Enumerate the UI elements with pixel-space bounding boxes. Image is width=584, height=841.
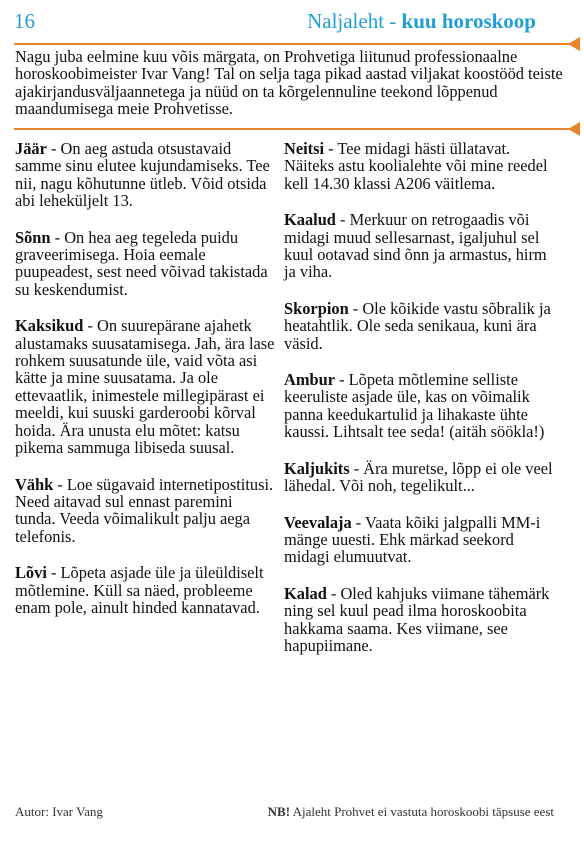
right-column	[284, 140, 554, 673]
sign-name: Lõvi	[15, 563, 47, 583]
sign-entry	[15, 229, 277, 299]
sign-text: - Ole kõikide vastu sõbralik ja heatahtlik. Ole seda senikaua, kuni ära väsid.	[284, 298, 551, 353]
sign-name: Neitsi	[284, 139, 325, 158]
masthead	[307, 9, 536, 34]
disclaimer-text: Ajaleht Prohvet ei vastuta horoskoobi täpsuse eest	[290, 804, 554, 819]
sign-text: - Tee midagi hästi üllatavat. Näiteks astu koolialehte või mine reedel kell 14.30 klassi A206 väitlema.	[284, 139, 548, 193]
sign-name: Kaljukits	[284, 458, 350, 478]
page-number: 16	[14, 9, 35, 33]
sign-text: - Merkuur on retrogaadis või midagi muud sellesarnast, igaljuhul sel kuul ootavad sind õnn ja armastus, hirm ja viha.	[284, 210, 547, 282]
sign-entry	[284, 211, 554, 281]
sign-entry	[284, 514, 554, 566]
sign-text: - Lõpeta mõtlemine selliste keeruliste asjade üle, kas on võimalik panna keedukartulid ja lihakaste ühte kaussi. Lihtsalt tee seda! (aitäh söökla!)	[284, 370, 545, 442]
sign-text: - On aeg astuda otsustavaid samme sinu elutee kujundamiseks. Tee nii, nagu kõhutunne ütleb. Võid otsida abi leheküljelt 13.	[15, 139, 270, 211]
sign-name: Kaalud	[284, 210, 336, 230]
sign-entry	[284, 300, 554, 352]
intro-paragraph: Nagu juba eelmine kuu võis märgata, on Prohvetiga liitunud professionaalne horoskoobimeister Ivar Vang! Tal on selja taga pikad aastad viljakat koostööd teiste ajakirjandusväljaannetega ja nüüd on ta kõrgelennuline teekond lõppenud maandumisega meie Prohvetisse.	[15, 47, 563, 119]
middle-divider	[14, 128, 570, 130]
sign-name: Skorpion	[284, 298, 349, 318]
sign-name: Ambur	[284, 370, 335, 390]
sign-entry	[284, 585, 554, 655]
sign-entry	[284, 140, 554, 192]
sign-name: Veevalaja	[284, 512, 352, 532]
sign-text: - Vaata kõiki jalgpalli MM-i mänge uuesti. Ehk märkad seekord midagi elumuutvat.	[284, 512, 541, 567]
sign-name: Jäär	[15, 139, 47, 158]
left-column	[15, 140, 277, 635]
sign-entry	[15, 140, 277, 210]
footer-author: Autor: Ivar Vang	[15, 804, 103, 819]
sign-text: - On hea aeg tegeleda puidu graveerimisega. Hoia eemale puupeadest, sest need võivad takistada su keskendumist.	[15, 227, 268, 299]
top-divider	[14, 43, 570, 45]
masthead-highlight: kuu horoskoop	[401, 9, 536, 33]
sign-entry	[15, 564, 277, 616]
sign-text: - Lõpeta asjade üle ja üleüldiselt mõtlemine. Küll sa näed, probleeme enam pole, ainult hinded kannatavad.	[15, 563, 264, 617]
sign-text: - On suurepärane ajahetk alustamaks suusatamisega. Jah, ära lase rohkem suusatunde üle, vaid võta asi kätte ja mine suusatama. Ja ole ettevaatlik, inimestele millegipärast ei meeldi, kui suuski garderoobi kõrval hoida. Ära unusta elu mõtet: katsu pikema sammuga libiseda suusal.	[15, 316, 275, 458]
sign-name: Sõnn	[15, 227, 51, 247]
disclaimer-label: NB!	[267, 804, 291, 819]
sign-name: Kalad	[284, 583, 327, 603]
sign-name: Vähk	[15, 474, 54, 494]
footer-disclaimer	[268, 804, 554, 820]
sign-text: - Ära muretse, lõpp ei ole veel lähedal. Või noh, tegelikult...	[284, 458, 553, 496]
masthead-section: Naljaleht -	[307, 9, 402, 33]
sign-text: - Oled kahjuks viimane tähemärk ning sel kuul pead ilma horoskoobita hakkama saama. Kes viimane, see hapupiimane.	[284, 583, 550, 655]
sign-entry	[15, 317, 277, 456]
sign-entry	[284, 371, 554, 441]
sign-text: - Loe sügavaid internetipostitusi. Need aitavad sul ennast paremini tunda. Veeda võimalikult palju aega telefonis.	[15, 474, 274, 546]
sign-entry	[15, 476, 277, 546]
sign-name: Kaksikud	[15, 316, 84, 336]
sign-entry	[284, 460, 554, 495]
